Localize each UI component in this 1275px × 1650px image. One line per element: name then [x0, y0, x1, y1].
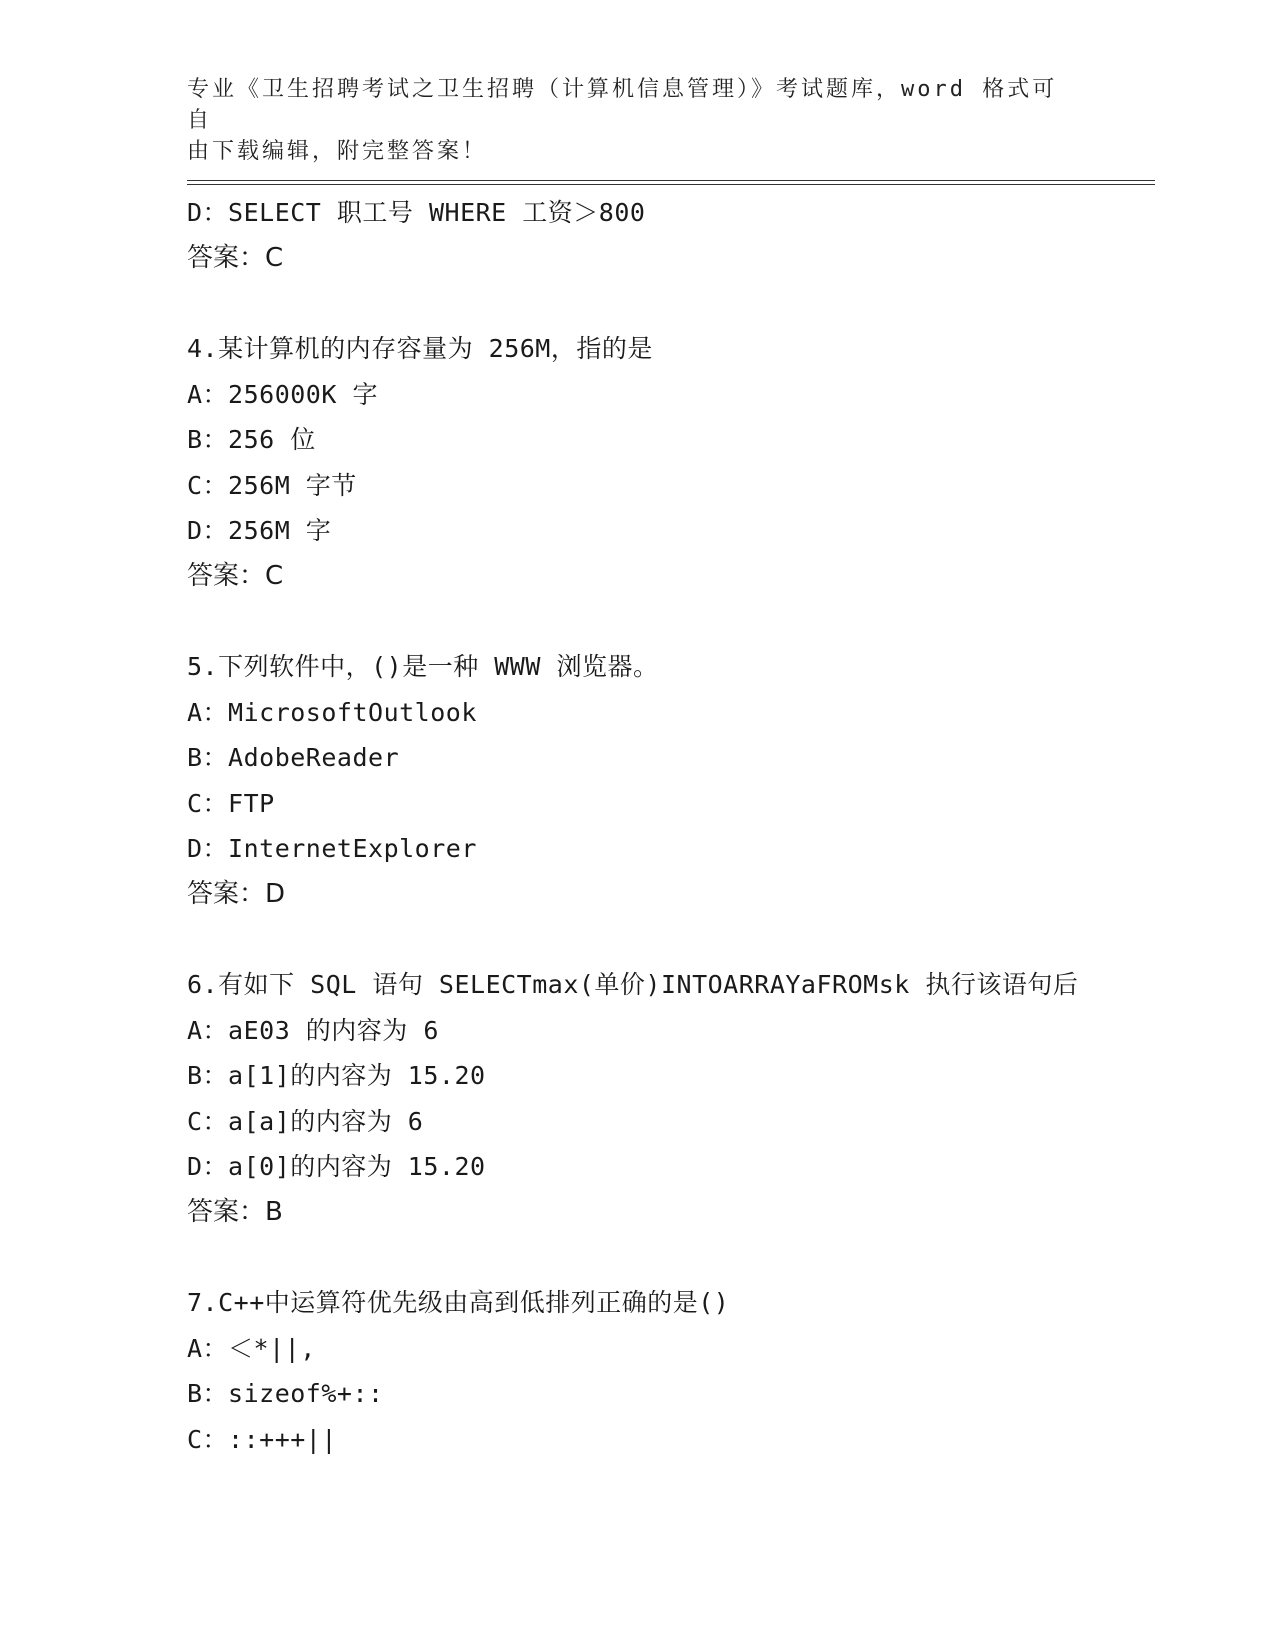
option-b: B：256 位: [187, 425, 316, 454]
question-text: 7.C++中运算符优先级由高到低排列正确的是(): [187, 1288, 730, 1317]
spacer: [187, 1235, 1147, 1280]
option-d: D：a[0]的内容为 15.20: [187, 1152, 486, 1181]
header-divider-top: [187, 180, 1155, 181]
question-list: [187, 190, 1147, 1462]
option-b: B：a[1]的内容为 15.20: [187, 1061, 486, 1090]
option-d: D：InternetExplorer: [187, 834, 477, 863]
option-c: C：::+++||: [187, 1424, 337, 1454]
question-block-6: [187, 962, 1147, 1235]
header-line-2: 由下载编辑，附完整答案！: [187, 139, 488, 164]
question-block-4: [187, 326, 1147, 599]
question-block-3: [187, 190, 1147, 281]
option-c: C：a[a]的内容为 6: [187, 1106, 424, 1136]
option-d: D：SELECT 职工号 WHERE 工资＞800: [187, 198, 646, 227]
option-a: A：＜*||,: [187, 1333, 316, 1363]
option-c: C：256M 字节: [187, 470, 357, 500]
answer-line: 答案：D: [187, 878, 286, 909]
question-block-7: [187, 1280, 1147, 1462]
option-d: D：256M 字: [187, 516, 332, 545]
option-b: B：sizeof%+::: [187, 1379, 384, 1408]
question-block-5: [187, 644, 1147, 917]
spacer: [187, 599, 1147, 644]
option-a: A：MicrosoftOutlook: [187, 697, 477, 727]
header-divider-bottom: [187, 184, 1155, 185]
question-text: 6.有如下 SQL 语句 SELECTmax(单价)INTOARRAYaFROMsk 执行该语句后: [187, 970, 1079, 999]
answer-line: 答案：B: [187, 1196, 283, 1227]
spacer: [187, 917, 1147, 962]
option-a: A：aE03 的内容为 6: [187, 1015, 439, 1045]
option-a: A：256000K 字: [187, 379, 378, 409]
option-b: B：AdobeReader: [187, 743, 400, 772]
question-text: 5.下列软件中，()是一种 WWW 浏览器。: [187, 652, 659, 681]
answer-line: 答案：C: [187, 560, 284, 591]
answer-line: 答案：C: [187, 242, 284, 273]
header-line-1: 专业《卫生招聘考试之卫生招聘（计算机信息管理）》考试题库，word 格式可自: [187, 77, 1058, 133]
document-header: [187, 74, 1067, 167]
option-c: C：FTP: [187, 788, 275, 818]
spacer: [187, 281, 1147, 326]
question-text: 4.某计算机的内存容量为 256M，指的是: [187, 334, 653, 363]
